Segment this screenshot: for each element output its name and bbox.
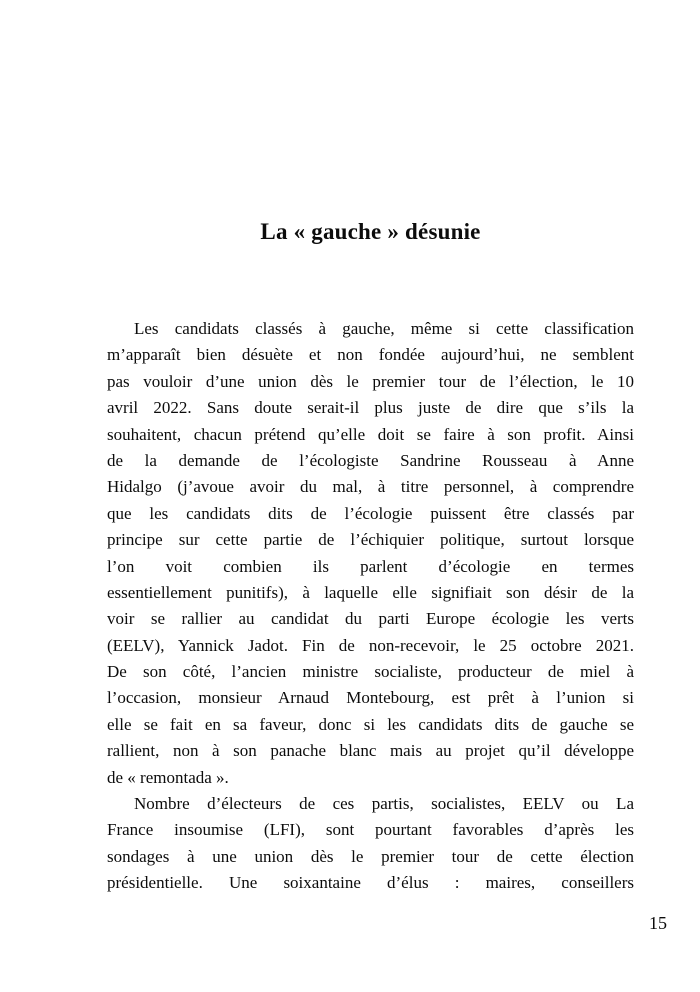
body-text [107,316,634,897]
text-line: pas vouloir d’une union dès le premier tour de l’élection, le 10 [107,371,634,391]
text-line: principe sur cette partie de l’échiquier politique, surtout lorsque [107,530,634,550]
page-number: 15 [649,913,667,933]
paragraph [107,791,634,897]
text-line: Hidalgo (j’avoue avoir du mal, à titre personnel, à comprendre [107,477,634,497]
text-line: souhaitent, chacun prétend qu’elle doit se faire à son profit. Ainsi [107,424,634,444]
text-line: Les candidats classés à gauche, même si cette classification [134,319,634,338]
paragraph [107,316,634,791]
text-line: l’occasion, monsieur Arnaud Montebourg, est prêt à l’union si [107,688,634,708]
text-line: que les candidats dits de l’écologie puissent être classés par [107,503,634,523]
chapter-title: La « gauche » désunie [260,219,481,245]
text-line: essentiellement punitifs), à laquelle elle signifiait son désir de la [107,582,634,602]
text-line: présidentielle. Une soixantaine d’élus : maires, conseillers [107,873,634,893]
text-line: France insoumise (LFI), sont pourtant favorables d’après les [107,820,634,840]
text-line: voir se rallier au candidat du parti Europe écologie les verts [107,609,634,629]
text-line: Nombre d’électeurs de ces partis, socialistes, EELV ou La [134,794,634,814]
text-line: de « remontada ». [107,767,229,787]
text-line: sondages à une union dès le premier tour de cette élection [107,846,634,866]
text-line: De son côté, l’ancien ministre socialiste, producteur de miel à [107,662,634,682]
text-line: m’apparaît bien désuète et non fondée aujourd’hui, ne semblent [107,345,634,365]
text-line: l’on voit combien ils parlent d’écologie en termes [107,556,634,576]
text-line: rallient, non à son panache blanc mais au projet qu’il développe [107,741,634,761]
text-line: (EELV), Yannick Jadot. Fin de non-recevoir, le 25 octobre 2021. [107,635,634,655]
text-line: avril 2022. Sans doute serait-il plus juste de dire que s’ils la [107,398,634,418]
text-line: de la demande de l’écologiste Sandrine Rousseau à Anne [107,450,634,470]
text-line: elle se fait en sa faveur, donc si les candidats dits de gauche se [107,714,634,734]
